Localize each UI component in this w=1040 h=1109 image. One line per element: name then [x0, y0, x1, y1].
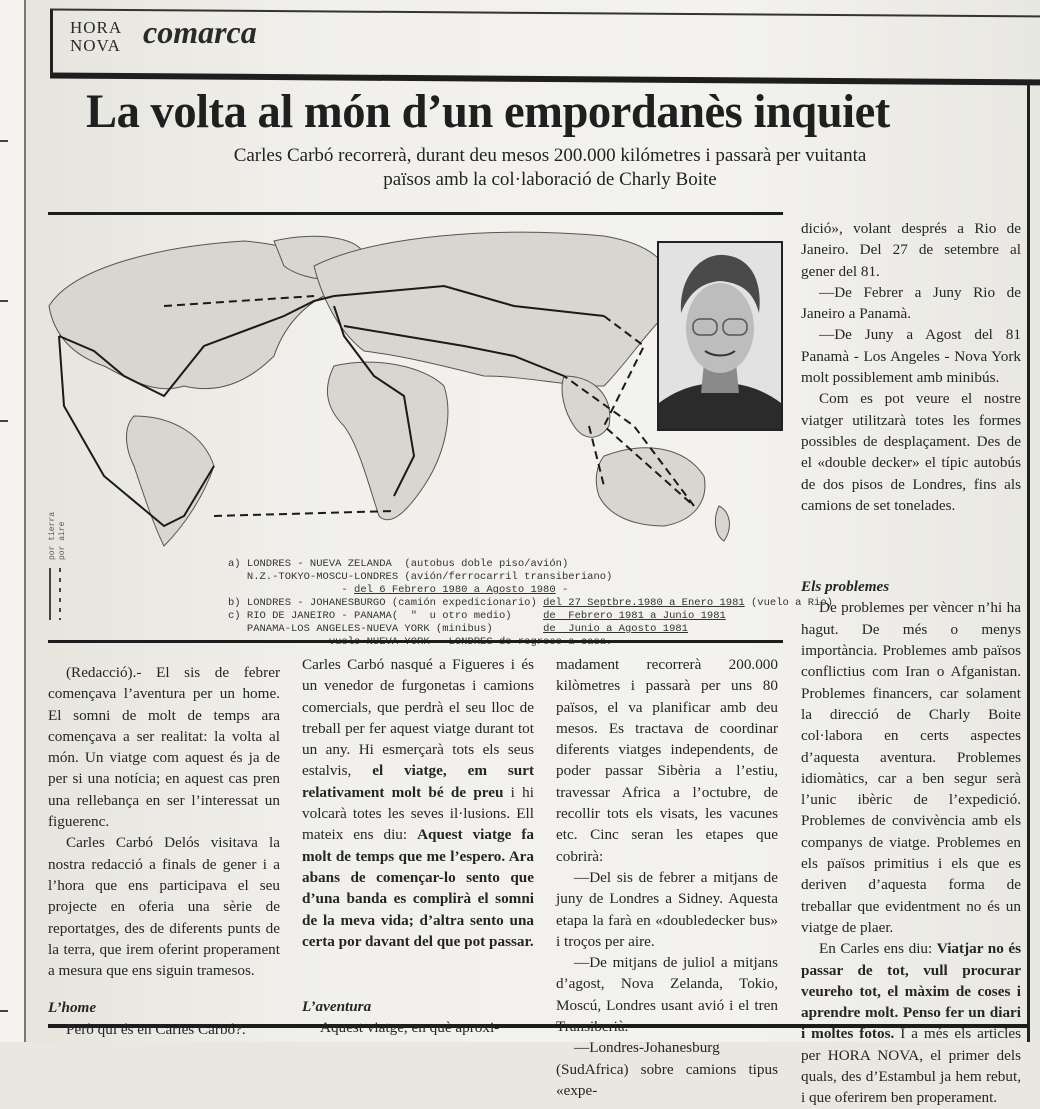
legend-air-line: [59, 568, 61, 620]
legend-land-line: [49, 568, 51, 620]
divider-rule: [48, 212, 783, 215]
article-column-4: [801, 218, 1021, 1109]
subheading-els-problemes: Els problemes: [801, 578, 890, 596]
legend-air-label: por aire: [58, 521, 67, 560]
legend-land-label: por tierra: [48, 511, 57, 560]
key-b1-dates: del 27 Septbre.1980 a Enero 1981: [543, 597, 745, 609]
page-edge-mark: [0, 1010, 8, 1012]
subheadline: [170, 144, 930, 192]
paragraph: [801, 938, 1021, 1108]
section-name: comarca: [143, 14, 257, 50]
map-route-key: [228, 558, 833, 649]
subheading-lhome: L’home: [48, 999, 97, 1017]
south-america-shape: [127, 416, 215, 546]
paragraph: —De mitjans de juliol a mitjans d’agost, Nova Zelanda, Tokio, Moscú, Londres usant avió i el tren Transiberià.: [556, 954, 778, 1036]
quote-run: Aquest viatge fa molt de temps que me l’espero. Ara abans de començar-lo sento que d’una banda es complirà el somni de la meva vida; d’altra sento una certa por davant del que pot passar.: [302, 826, 534, 950]
subheading-laventura: L’aventura: [302, 998, 372, 1016]
article-column-1: [48, 662, 280, 1040]
paragraph: (Redacció).- El sis de febrer començava l’aventura per un home. El somni de molt de temps ara començava a ser realitat: la volta al món. Un viatge com aquest és ja de per si una notícia; en aquest cas pren una rellebança en ser l’interessat un figuerenc.: [48, 664, 280, 831]
key-line-a1: a) LONDRES - NUEVA ZELANDA (autobus doble piso/avión): [228, 558, 569, 570]
paragraph: —De Febrer a Juny Rio de Janeiro a Panamà.: [801, 283, 1021, 323]
text-run: I a més els articles per HORA NOVA, el primer dels quals, des d’Estambul ja hem rebut, i que oferirem ben properament.: [801, 1025, 1022, 1107]
column-rule-right: [1027, 80, 1030, 1042]
paragraph: De problemes per vèncer n’hi ha hagut. De més o menys importància. Problemes amb països conflictius com Iran o Afganistan. Problemes financers, car solament la direcció de Charly Boite col·labora en certs aspectes d’aquesta aventura. Problemes idiomàtics, car a ben segur serà l’unic ibèric de l’expedició. Problemes de convivència amb els companys de viatge. Problemes en els països primitius i els que es deriven d’aquesta forma de treballar que evidentment no és un viatge de plaer.: [801, 599, 1021, 936]
page-edge-mark: [0, 300, 8, 302]
text-run: Carles Carbó nasqué a Figueres i és un venedor de furgonetas i camions comercials, que perdrà el seu lloc de treball per fer aquest viatge durant tot un any. Hi esmerçarà tots els seus estalvis,: [302, 656, 534, 780]
masthead: [70, 19, 122, 55]
key-c2-dates: de Junio a Agosto 1981: [543, 623, 688, 635]
article-column-2: [302, 654, 534, 1039]
key-c2-text: PANAMA-LOS ANGELES-NUEVA YORK (minibus): [228, 623, 544, 635]
masthead-line-2: NOVA: [70, 36, 121, 55]
paragraph: Aquest viatge, en què aproxi-: [320, 1019, 500, 1037]
masthead-line-1: HORA: [70, 18, 123, 37]
page-edge-mark: [0, 420, 8, 422]
key-line-b1: [228, 597, 833, 610]
australia-shape: [596, 448, 705, 526]
paragraph: [302, 654, 534, 952]
paragraph: Però qui és en Carles Carbó?.: [66, 1020, 246, 1038]
portrait-photo: [657, 241, 783, 431]
portrait-image: [659, 243, 781, 429]
previous-page-edge: [0, 0, 26, 1042]
quote-run: el viatge, em surt relativament molt bé de preu: [302, 762, 535, 801]
map-legend: [46, 511, 86, 620]
paragraph: Carles Carbó Delós visitava la nostra redacció a finals de gener i a l’hora que ens participava el seu projecte en oferia una sèrie de reportatges, des de diferents punts de la terra, que irem oferint properament a mesura que ens siguin tramesos.: [48, 834, 280, 980]
route-air: [214, 511, 394, 516]
key-b1-note: (vuelo a Rio): [744, 597, 833, 609]
divider-rule: [48, 640, 783, 643]
text-run: i hi volcarà totes les seves il·lusions. Ell mateix ens diu:: [302, 783, 534, 844]
key-a3-indent: -: [228, 584, 355, 596]
article-column-3: [556, 654, 778, 1101]
key-line-a2: N.Z.-TOKYO-MOSCU-LONDRES (avión/ferrocarril transiberiano): [228, 571, 613, 583]
key-a3-dates: del 6 Febrero 1980 a Agosto 1980: [354, 584, 556, 596]
text-run: En Carles ens diu:: [819, 940, 937, 958]
headline: La volta al món d’un empordanès inquiet: [86, 85, 890, 138]
paragraph: Com es pot veure el nostre viatger utilitzarà totes les formes possibles de desplaçament. Des de el «double decker» el típic autobús de dos pisos de Londres, fins als camions de set tonelades.: [801, 390, 1021, 514]
key-line-c1: [228, 610, 833, 623]
key-c1-text: c) RIO DE JANEIRO - PANAMA( " u otro medio): [228, 610, 544, 622]
paragraph: —De Juny a Agost del 81 Panamà - Los Angeles - Nova York molt possiblement amb minibús.: [801, 326, 1021, 387]
subhead-line-2: països amb la col·laboració de Charly Boite: [383, 169, 717, 190]
key-line-a3: [228, 584, 833, 597]
page-edge-mark: [0, 140, 8, 142]
paragraph: madament recorrerà 200.000 kilòmetres i passarà per uns 80 països, el va planificar amb deu mesos. Es tractava de coordinar diferents viatges independents, de poder passar Sibèria a l’estiu, travessar Africa a l’octubre, de recollir tots els visats, les vacunes etc. Cinc seran les etapes que cobrirà:: [556, 656, 778, 865]
key-line-c2: [228, 623, 833, 636]
key-b1-text: b) LONDRES - JOHANESBURGO (camión expedicionario): [228, 597, 544, 609]
key-c1-dates: de Febrero 1981 a Junio 1981: [543, 610, 726, 622]
key-a3-end: -: [555, 584, 569, 596]
paragraph: dició», volant després a Rio de Janeiro. Del 27 de setembre al gener del 81.: [801, 220, 1021, 280]
paragraph: —Del sis de febrer a mitjans de juny de Londres a Sidney. Aquesta etapa la farà en «doubledecker bus» i troços per aire.: [556, 868, 778, 950]
new-zealand-shape: [715, 506, 729, 541]
quote-run: Viatjar no és passar de tot, vull procurar veureho tot, el màxim de coses i aprendre molt. Penso fer un diari i moltes fotos.: [801, 940, 1022, 1043]
paragraph: —Londres-Johanesburg (SudAfrica) sobre camions tipus «expe-: [556, 1039, 778, 1099]
subhead-line-1: Carles Carbó recorrerà, durant deu mesos 200.000 kilómetres i passarà per vuitanta: [233, 145, 867, 166]
